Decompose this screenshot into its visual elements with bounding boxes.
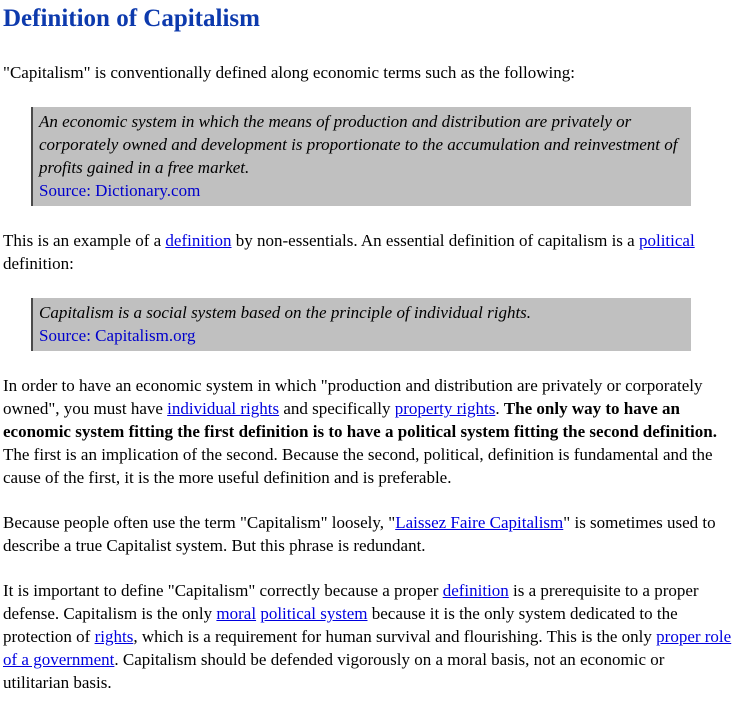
paragraph [3, 229, 732, 275]
link-rights[interactable]: rights [94, 627, 134, 646]
link-individual-rights[interactable]: individual rights [167, 399, 280, 418]
link-proper-role-of-a-government[interactable]: proper role of a government [3, 627, 732, 669]
link-property-rights[interactable]: property rights [394, 399, 496, 418]
body-text: definition: [3, 254, 74, 273]
link-definition[interactable]: definition [165, 231, 232, 250]
quote-source-link[interactable]: Source: Dictionary.com [39, 181, 201, 200]
body-text: because it is the only system dedicated to the protection of [3, 604, 678, 646]
link-political-system[interactable]: political system [260, 604, 368, 623]
body-text: In order to have an economic system in which "production and distribution are privately or corporately owned", you must have [3, 376, 703, 418]
quote-text: An economic system in which the means of production and distribution are privately or corporately owned and development is proportionate to the accumulation and reinvestment of profits gained in a free market. [39, 112, 678, 177]
article-page [3, 4, 732, 694]
link-political[interactable]: political [638, 231, 695, 250]
body-text: It is important to define "Capitalism" correctly because a proper [3, 581, 443, 600]
paragraph [3, 61, 732, 84]
quote-text: Capitalism is a social system based on the principle of individual rights. [39, 303, 532, 322]
body-text: . [495, 399, 504, 418]
link-laissez-faire-capitalism[interactable]: Laissez Faire Capitalism [395, 513, 564, 532]
paragraph [3, 374, 732, 489]
body-text: The first is an implication of the second. Because the second, political, definition is fundamental and the cause of the first, it is the more useful definition and is preferable. [3, 445, 713, 487]
body-text: , which is a requirement for human survival and flourishing. This is the only [133, 627, 657, 646]
body-text: by non-essentials. An essential definition of capitalism is a [231, 231, 639, 250]
body-text: and specifically [279, 399, 395, 418]
quote-source-link[interactable]: Source: Capitalism.org [39, 326, 196, 345]
document-body [3, 61, 732, 694]
paragraph [3, 579, 732, 694]
body-text: Because people often use the term "Capitalism" loosely, " [3, 513, 396, 532]
body-text: "Capitalism" is conventionally defined along economic terms such as the following: [3, 63, 575, 82]
quote-block [31, 298, 691, 351]
bold-text: The only way to have an economic system fitting the first definition is to have a political system fitting the second definition. [3, 399, 717, 441]
link-moral[interactable]: moral [216, 604, 257, 623]
paragraph [3, 511, 732, 557]
body-text: This is an example of a [3, 231, 166, 250]
body-text: is a prerequisite to a proper defense. Capitalism is the only [3, 581, 699, 623]
body-text: . Capitalism should be defended vigorously on a moral basis, not an economic or utilitarian basis. [3, 650, 665, 692]
page-title: Definition of Capitalism [3, 5, 260, 32]
quote-block [31, 107, 691, 206]
link-definition[interactable]: definition [442, 581, 509, 600]
body-text: " is sometimes used to describe a true Capitalist system. But this phrase is redundant. [3, 513, 716, 555]
